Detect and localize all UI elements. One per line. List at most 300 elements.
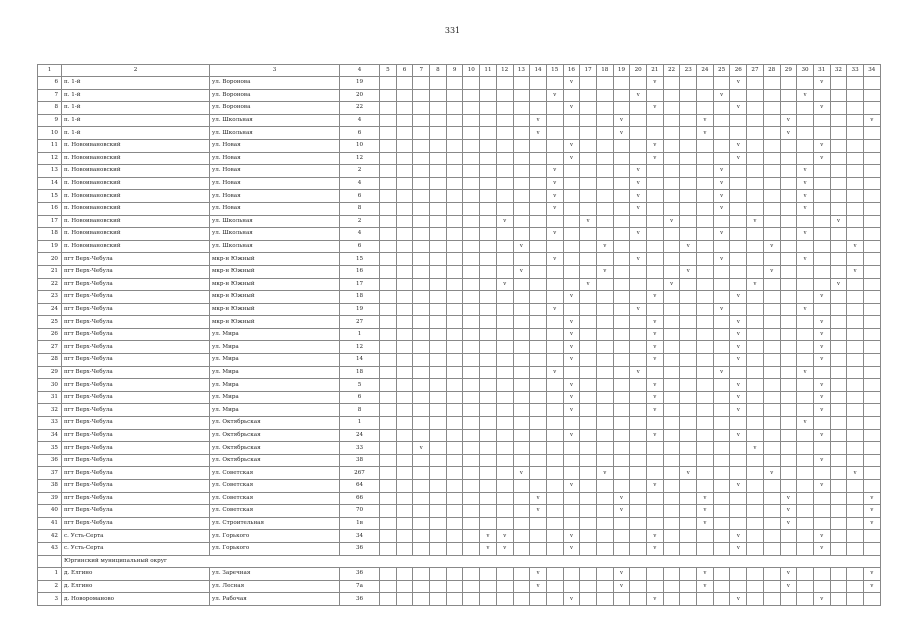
empty-cell [380, 568, 397, 581]
check-mark: v [730, 77, 747, 90]
settlement-name: пгт Верх-Чебула [62, 379, 210, 392]
empty-cell [463, 253, 480, 266]
empty-cell [763, 303, 780, 316]
empty-cell [647, 467, 664, 480]
settlement-name: п. Новоивановский [62, 152, 210, 165]
settlement-name: п. 1-й [62, 77, 210, 90]
table-row [38, 265, 881, 278]
row-number: 39 [38, 492, 62, 505]
empty-cell [747, 328, 764, 341]
empty-cell [380, 265, 397, 278]
empty-cell [613, 253, 630, 266]
empty-cell [647, 580, 664, 593]
empty-cell [713, 354, 730, 367]
table-row [38, 391, 881, 404]
empty-cell [680, 417, 697, 430]
column-header: 3 [210, 65, 340, 77]
street-name: ул. Новая [210, 202, 340, 215]
check-mark: v [480, 542, 497, 555]
empty-cell [647, 253, 664, 266]
empty-cell [580, 114, 597, 127]
empty-cell [530, 379, 547, 392]
empty-cell [747, 316, 764, 329]
empty-cell [813, 240, 830, 253]
empty-cell [680, 291, 697, 304]
empty-cell [413, 316, 430, 329]
table-row [38, 593, 881, 606]
empty-cell [780, 253, 797, 266]
empty-cell [430, 190, 447, 203]
empty-cell [780, 530, 797, 543]
empty-cell [713, 404, 730, 417]
empty-cell [647, 240, 664, 253]
empty-cell [780, 442, 797, 455]
empty-cell [446, 202, 463, 215]
empty-cell [763, 530, 780, 543]
empty-cell [580, 341, 597, 354]
empty-cell [380, 429, 397, 442]
row-number: 11 [38, 139, 62, 152]
street-name: ул. Советская [210, 505, 340, 518]
empty-cell [463, 202, 480, 215]
check-mark: v [613, 568, 630, 581]
empty-cell [396, 152, 413, 165]
empty-cell [380, 505, 397, 518]
empty-cell [380, 467, 397, 480]
empty-cell [847, 568, 864, 581]
empty-cell [496, 102, 513, 115]
empty-cell [463, 429, 480, 442]
empty-cell [830, 480, 847, 493]
empty-cell [380, 442, 397, 455]
empty-cell [680, 152, 697, 165]
column-header: 23 [680, 65, 697, 77]
settlement-name: п. Новоивановский [62, 202, 210, 215]
empty-cell [396, 253, 413, 266]
column-header: 24 [697, 65, 714, 77]
house-number: 4 [340, 228, 380, 241]
empty-cell [847, 202, 864, 215]
settlement-name: пгт Верх-Чебула [62, 442, 210, 455]
empty-cell [747, 517, 764, 530]
check-mark: v [697, 114, 714, 127]
empty-cell [680, 391, 697, 404]
check-mark: v [647, 316, 664, 329]
empty-cell [580, 542, 597, 555]
check-mark: v [797, 303, 814, 316]
empty-cell [513, 278, 530, 291]
street-name: ул. Новая [210, 139, 340, 152]
empty-cell [613, 454, 630, 467]
empty-cell [730, 202, 747, 215]
check-mark: v [546, 165, 563, 178]
empty-cell [446, 177, 463, 190]
empty-cell [863, 593, 880, 606]
table-row [38, 278, 881, 291]
column-header: 25 [713, 65, 730, 77]
empty-cell [747, 240, 764, 253]
empty-cell [747, 593, 764, 606]
house-number: 15 [340, 253, 380, 266]
check-mark: v [580, 278, 597, 291]
empty-cell [530, 228, 547, 241]
empty-cell [647, 442, 664, 455]
street-name: ул. Октябрьская [210, 454, 340, 467]
check-mark: v [813, 316, 830, 329]
row-number: 13 [38, 165, 62, 178]
empty-cell [830, 228, 847, 241]
empty-cell [546, 429, 563, 442]
check-mark: v [813, 77, 830, 90]
empty-cell [396, 291, 413, 304]
empty-cell [580, 379, 597, 392]
empty-cell [480, 480, 497, 493]
empty-cell [613, 530, 630, 543]
empty-cell [380, 215, 397, 228]
check-mark: v [797, 165, 814, 178]
empty-cell [496, 328, 513, 341]
empty-cell [430, 89, 447, 102]
empty-cell [530, 391, 547, 404]
empty-cell [763, 215, 780, 228]
table-row [38, 467, 881, 480]
empty-cell [413, 215, 430, 228]
empty-cell [613, 542, 630, 555]
empty-cell [813, 303, 830, 316]
check-mark: v [863, 517, 880, 530]
empty-cell [847, 354, 864, 367]
settlement-name: пгт Верх-Чебула [62, 366, 210, 379]
empty-cell [613, 303, 630, 316]
empty-cell [697, 177, 714, 190]
empty-cell [413, 89, 430, 102]
empty-cell [580, 530, 597, 543]
empty-cell [446, 165, 463, 178]
empty-cell [596, 517, 613, 530]
column-header: 6 [396, 65, 413, 77]
empty-cell [480, 316, 497, 329]
empty-cell [830, 568, 847, 581]
empty-cell [530, 467, 547, 480]
empty-cell [413, 379, 430, 392]
empty-cell [430, 303, 447, 316]
empty-cell [446, 77, 463, 90]
empty-cell [413, 139, 430, 152]
check-mark: v [730, 391, 747, 404]
check-mark: v [630, 165, 647, 178]
empty-cell [780, 480, 797, 493]
empty-cell [863, 240, 880, 253]
empty-cell [797, 580, 814, 593]
empty-cell [513, 291, 530, 304]
settlement-name: пгт Верх-Чебула [62, 265, 210, 278]
empty-cell [596, 530, 613, 543]
house-number: 267 [340, 467, 380, 480]
check-mark: v [647, 354, 664, 367]
empty-cell [430, 568, 447, 581]
check-mark: v [713, 190, 730, 203]
empty-cell [413, 114, 430, 127]
empty-cell [663, 379, 680, 392]
settlement-name: пгт Верх-Чебула [62, 328, 210, 341]
check-mark: v [480, 530, 497, 543]
empty-cell [847, 303, 864, 316]
empty-cell [647, 265, 664, 278]
empty-cell [747, 480, 764, 493]
empty-cell [813, 568, 830, 581]
street-name: ул. Новая [210, 177, 340, 190]
empty-cell [380, 354, 397, 367]
empty-cell [380, 165, 397, 178]
empty-cell [630, 429, 647, 442]
empty-cell [513, 102, 530, 115]
empty-cell [797, 328, 814, 341]
empty-cell [380, 530, 397, 543]
empty-cell [513, 77, 530, 90]
empty-cell [463, 303, 480, 316]
empty-cell [530, 291, 547, 304]
empty-cell [697, 467, 714, 480]
empty-cell [480, 253, 497, 266]
empty-cell [663, 202, 680, 215]
empty-cell [663, 530, 680, 543]
empty-cell [563, 190, 580, 203]
check-mark: v [513, 265, 530, 278]
empty-cell [530, 202, 547, 215]
empty-cell [630, 442, 647, 455]
empty-cell [663, 127, 680, 140]
house-number: 66 [340, 492, 380, 505]
check-mark: v [797, 366, 814, 379]
empty-cell [863, 278, 880, 291]
empty-cell [430, 152, 447, 165]
column-header: 29 [780, 65, 797, 77]
column-header: 9 [446, 65, 463, 77]
empty-cell [430, 442, 447, 455]
empty-cell [797, 152, 814, 165]
check-mark: v [863, 492, 880, 505]
check-mark: v [797, 89, 814, 102]
settlement-name: п. Новоивановский [62, 190, 210, 203]
empty-cell [647, 517, 664, 530]
empty-cell [713, 102, 730, 115]
check-mark: v [546, 253, 563, 266]
settlement-name: п. 1-й [62, 114, 210, 127]
check-mark: v [797, 417, 814, 430]
empty-cell [630, 328, 647, 341]
check-mark: v [513, 240, 530, 253]
empty-cell [663, 253, 680, 266]
check-mark: v [713, 228, 730, 241]
settlement-name: с. Усть-Серта [62, 542, 210, 555]
row-number: 14 [38, 177, 62, 190]
empty-cell [496, 316, 513, 329]
empty-cell [530, 240, 547, 253]
street-name: ул. Мира [210, 404, 340, 417]
empty-cell [413, 177, 430, 190]
check-mark: v [863, 114, 880, 127]
empty-cell [546, 215, 563, 228]
check-mark: v [613, 114, 630, 127]
empty-cell [780, 391, 797, 404]
empty-cell [763, 404, 780, 417]
street-name: ул. Мира [210, 354, 340, 367]
empty-cell [863, 467, 880, 480]
empty-cell [763, 190, 780, 203]
check-mark: v [797, 228, 814, 241]
empty-cell [647, 89, 664, 102]
empty-cell [463, 442, 480, 455]
empty-cell [697, 139, 714, 152]
empty-cell [413, 328, 430, 341]
empty-cell [613, 240, 630, 253]
street-name: ул. Школьная [210, 127, 340, 140]
empty-cell [430, 530, 447, 543]
empty-cell [463, 127, 480, 140]
column-header: 13 [513, 65, 530, 77]
empty-cell [380, 102, 397, 115]
house-number: 18 [340, 366, 380, 379]
empty-cell [396, 190, 413, 203]
empty-cell [680, 568, 697, 581]
check-mark: v [747, 442, 764, 455]
empty-cell [797, 404, 814, 417]
empty-cell [730, 303, 747, 316]
empty-cell [480, 102, 497, 115]
empty-cell [580, 228, 597, 241]
empty-cell [596, 417, 613, 430]
empty-cell [813, 366, 830, 379]
empty-cell [513, 517, 530, 530]
empty-cell [863, 454, 880, 467]
empty-cell [763, 391, 780, 404]
column-header: 27 [747, 65, 764, 77]
empty-cell [596, 404, 613, 417]
empty-cell [780, 265, 797, 278]
empty-cell [680, 177, 697, 190]
empty-cell [847, 530, 864, 543]
check-mark: v [647, 530, 664, 543]
empty-cell [697, 152, 714, 165]
empty-cell [763, 480, 780, 493]
empty-cell [747, 77, 764, 90]
empty-cell [546, 379, 563, 392]
house-number: 36 [340, 568, 380, 581]
check-mark: v [647, 429, 664, 442]
check-mark: v [830, 215, 847, 228]
empty-cell [546, 580, 563, 593]
empty-cell [396, 429, 413, 442]
empty-cell [580, 354, 597, 367]
empty-cell [413, 165, 430, 178]
empty-cell [446, 379, 463, 392]
empty-cell [430, 265, 447, 278]
empty-cell [396, 580, 413, 593]
empty-cell [797, 278, 814, 291]
empty-cell [396, 379, 413, 392]
check-mark: v [647, 542, 664, 555]
check-mark: v [813, 341, 830, 354]
check-mark: v [513, 467, 530, 480]
empty-cell [413, 492, 430, 505]
empty-cell [730, 467, 747, 480]
empty-cell [647, 454, 664, 467]
row-number: 1 [38, 568, 62, 581]
empty-cell [480, 366, 497, 379]
empty-cell [847, 517, 864, 530]
empty-cell [830, 341, 847, 354]
empty-cell [663, 303, 680, 316]
empty-cell [413, 291, 430, 304]
row-number: 16 [38, 202, 62, 215]
empty-cell [780, 291, 797, 304]
empty-cell [496, 265, 513, 278]
empty-cell [680, 404, 697, 417]
empty-cell [613, 593, 630, 606]
check-mark: v [780, 114, 797, 127]
empty-cell [496, 404, 513, 417]
check-mark: v [713, 177, 730, 190]
empty-cell [663, 505, 680, 518]
empty-cell [747, 291, 764, 304]
empty-cell [446, 291, 463, 304]
empty-cell [446, 517, 463, 530]
empty-cell [396, 593, 413, 606]
empty-cell [413, 127, 430, 140]
empty-cell [580, 454, 597, 467]
check-mark: v [563, 429, 580, 442]
empty-cell [530, 593, 547, 606]
empty-cell [496, 429, 513, 442]
empty-cell [713, 215, 730, 228]
empty-cell [513, 202, 530, 215]
row-number: 18 [38, 228, 62, 241]
empty-cell [396, 303, 413, 316]
empty-cell [413, 366, 430, 379]
empty-cell [680, 505, 697, 518]
empty-cell [430, 492, 447, 505]
empty-cell [663, 391, 680, 404]
empty-cell [763, 492, 780, 505]
empty-cell [580, 303, 597, 316]
empty-cell [380, 77, 397, 90]
empty-cell [513, 303, 530, 316]
empty-cell [496, 593, 513, 606]
empty-cell [413, 404, 430, 417]
empty-cell [680, 354, 697, 367]
empty-cell [596, 177, 613, 190]
empty-cell [580, 139, 597, 152]
row-number: 9 [38, 114, 62, 127]
empty-cell [663, 454, 680, 467]
empty-cell [797, 429, 814, 442]
empty-cell [763, 505, 780, 518]
empty-cell [380, 202, 397, 215]
house-number: 19 [340, 77, 380, 90]
empty-cell [747, 114, 764, 127]
empty-cell [663, 517, 680, 530]
empty-cell [380, 114, 397, 127]
column-header: 28 [763, 65, 780, 77]
empty-cell [563, 417, 580, 430]
empty-cell [763, 366, 780, 379]
empty-cell [663, 102, 680, 115]
settlement-name: д. Елгино [62, 580, 210, 593]
check-mark: v [630, 177, 647, 190]
empty-cell [613, 354, 630, 367]
table-row [38, 366, 881, 379]
empty-cell [680, 139, 697, 152]
